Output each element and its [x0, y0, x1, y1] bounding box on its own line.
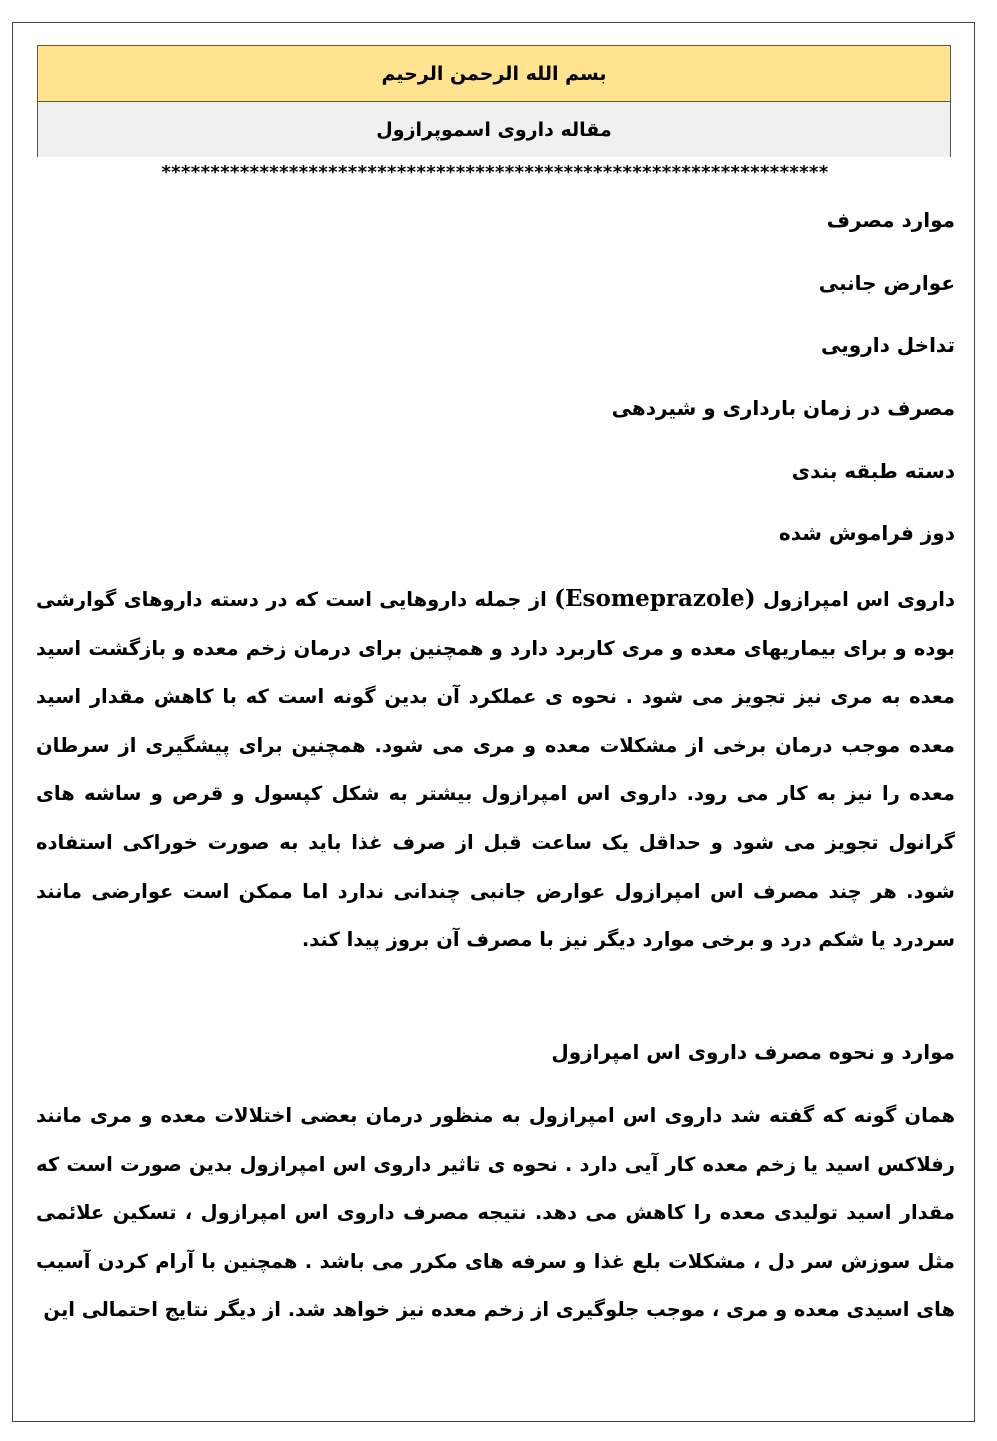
- table-of-contents: [355, 200, 955, 576]
- section-heading: موارد و نحوه مصرف داروی اس امپرازول: [551, 1040, 955, 1064]
- section-paragraph: همان گونه که گفته شد داروی اس امپرازول به منظور درمان بعضی اختلالات معده و مری مانند رفلاکس اسید یا زخم معده کار آیی دارد . نحوه ی تاثیر داروی اس امپرازول بدین صورت است که مقدار اسید تولیدی معده را کاهش می دهد. نتیجه مصرف داروی اس امپرازول ، تسکین علائمی مثل سوزش سر دل ، مشکلات بلع غذا و سرفه های مکرر می باشد . همچنین با آرام کردن آسیب های اسیدی معده و مری ، موجب جلوگیری از زخم معده نیز خواهد شد. از دیگر نتایج احتمالی این: [36, 1104, 955, 1322]
- title-box: [37, 45, 951, 157]
- basmala-text: بسم الله الرحمن الرحیم: [381, 62, 607, 85]
- drug-latin-name: (Esomeprazole): [554, 585, 756, 612]
- article-title-row: [38, 102, 950, 157]
- toc-item-pregnancy: مصرف در زمان بارداری و شیردهی: [611, 396, 955, 421]
- toc-item-classification: دسته طبقه بندی: [791, 458, 955, 483]
- star-separator: ********************************************************************: [161, 162, 829, 183]
- toc-item-usage: موارد مصرف: [826, 208, 955, 232]
- toc-item-missed-dose: دوز فراموش شده: [778, 521, 955, 546]
- toc-item-side-effects: عوارض جانبی: [818, 270, 955, 295]
- toc-item-drug-interactions: تداخل دارویی: [821, 333, 955, 358]
- article-title: مقاله داروی اسموپرازول: [376, 118, 612, 141]
- basmala-row: [38, 46, 950, 102]
- intro-text-start: داروی اس امپرازول: [755, 588, 956, 611]
- intro-text-rest: از جمله داروهایی است که در دسته داروهای گوارشی بوده و برای بیماریهای معده و مری کاربرد دارد و همچنین برای درمان زخم معده و بازگشت اسید معده به مری نیز تجویز می شود . نحوه ی عملکرد آن بدین گونه است که با کاهش مقدار اسید معده موجب درمان برخی از مشکلات معده و مری می شود. همچنین برای پیشگیری از سرطان معده را نیز به کار می رود. داروی اس امپرازول بیشتر به شکل کپسول و قرص و ساشه های گرانول تجویز می شود و حداقل یک ساعت قبل از صرف غذا باید به صورت خوراکی استفاده شود. هر چند مصرف اس امپرازول عوارض جانبی چندانی ندارد اما ممکن است عوارضی مانند سردرد یا شکم درد و برخی موارد دیگر نیز با مصرف آن بروز پیدا کند.: [36, 588, 955, 952]
- intro-paragraph: [36, 575, 955, 965]
